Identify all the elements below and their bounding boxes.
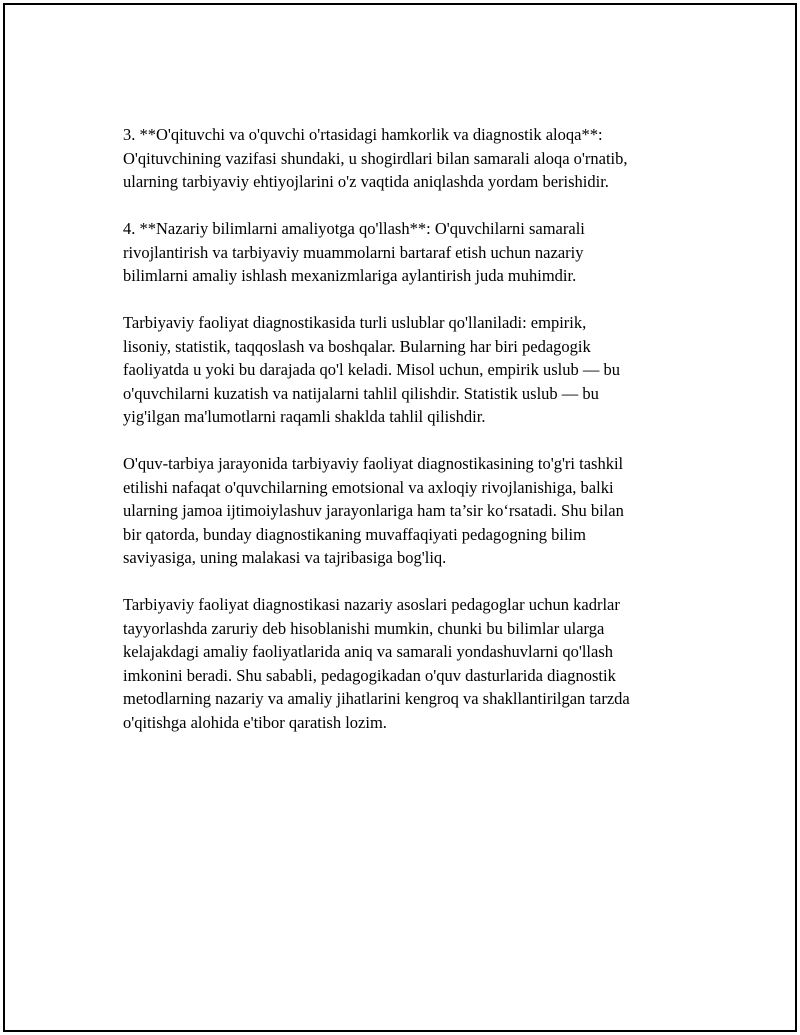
- text-line: imkonini beradi. Shu sababli, pedagogikadan o'quv dasturlarida diagnostik: [123, 665, 616, 685]
- text-line: bilimlarni amaliy ishlash mexanizmlariga aylantirish juda muhimdir.: [123, 266, 577, 285]
- text-line: o'qitishga alohida e'tibor qaratish lozim.: [123, 712, 387, 732]
- text-line: ularning jamoa ijtimoiylashuv jarayonlariga ham ta’sir ko‘rsatadi. Shu bilan: [123, 501, 624, 520]
- text-line: metodlarning nazariy va amaliy jihatlarini kengroq va shakllantirilgan tarzda: [123, 689, 630, 708]
- text-line: lisoniy, statistik, taqqoslash va boshqalar. Bularning har biri pedagogik: [123, 336, 591, 356]
- document-body: [123, 123, 723, 758]
- text-line: o'quvchilarni kuzatish va natijalarni tahlil qilishdir. Statistik uslub — bu: [123, 383, 599, 403]
- text-line: Tarbiyaviy faoliyat diagnostikasi nazariy asoslari pedagoglar uchun kadrlar: [123, 595, 620, 614]
- text-line: bir qatorda, bunday diagnostikaning muvaffaqiyati pedagogning bilim: [123, 524, 586, 544]
- text-line: faoliyatda u yoki bu darajada qo'l keladi. Misol uchun, empirik uslub — bu: [123, 360, 620, 379]
- text-line: tayyorlashda zaruriy deb hisoblanishi mumkin, chunki bu bilimlar ularga: [123, 618, 605, 638]
- text-line: saviyasiga, uning malakasi va tajribasiga bog'liq.: [123, 548, 447, 567]
- text-line: Tarbiyaviy faoliyat diagnostikasida turli uslublar qo'llaniladi: empirik,: [123, 313, 587, 332]
- page-frame: [3, 3, 797, 1032]
- text-line: etilishi nafaqat o'quvchilarning emotsional va axloqiy rivojlanishiga, balki: [123, 477, 614, 497]
- text-line: kelajakdagi amaliy faoliyatlarida aniq va samarali yondashuvlarni qo'llash: [123, 642, 614, 661]
- text-line: 3. **O'qituvchi va o'quvchi o'rtasidagi hamkorlik va diagnostik aloqa**:: [123, 125, 603, 144]
- paragraph-organization: [123, 452, 723, 570]
- paragraph-theory-practice: [123, 217, 723, 288]
- text-line: O'quv-tarbiya jarayonida tarbiyaviy faoliyat diagnostikasining to'g'ri tashkil: [123, 454, 624, 473]
- paragraph-teacher-training: [123, 593, 723, 734]
- text-line: ularning tarbiyaviy ehtiyojlarini o'z vaqtida aniqlashda yordam berishidir.: [123, 172, 609, 191]
- text-line: 4. **Nazariy bilimlarni amaliyotga qo'llash**: O'quvchilarni samarali: [123, 219, 585, 238]
- text-line: rivojlantirish va tarbiyaviy muammolarni bartaraf etish uchun nazariy: [123, 242, 584, 262]
- paragraph-methods: [123, 311, 723, 429]
- paragraph-cooperation: [123, 123, 723, 194]
- text-line: O'qituvchining vazifasi shundaki, u shogirdlari bilan samarali aloqa o'rnatib,: [123, 148, 628, 168]
- text-line: yig'ilgan ma'lumotlarni raqamli shaklda tahlil qilishdir.: [123, 407, 486, 426]
